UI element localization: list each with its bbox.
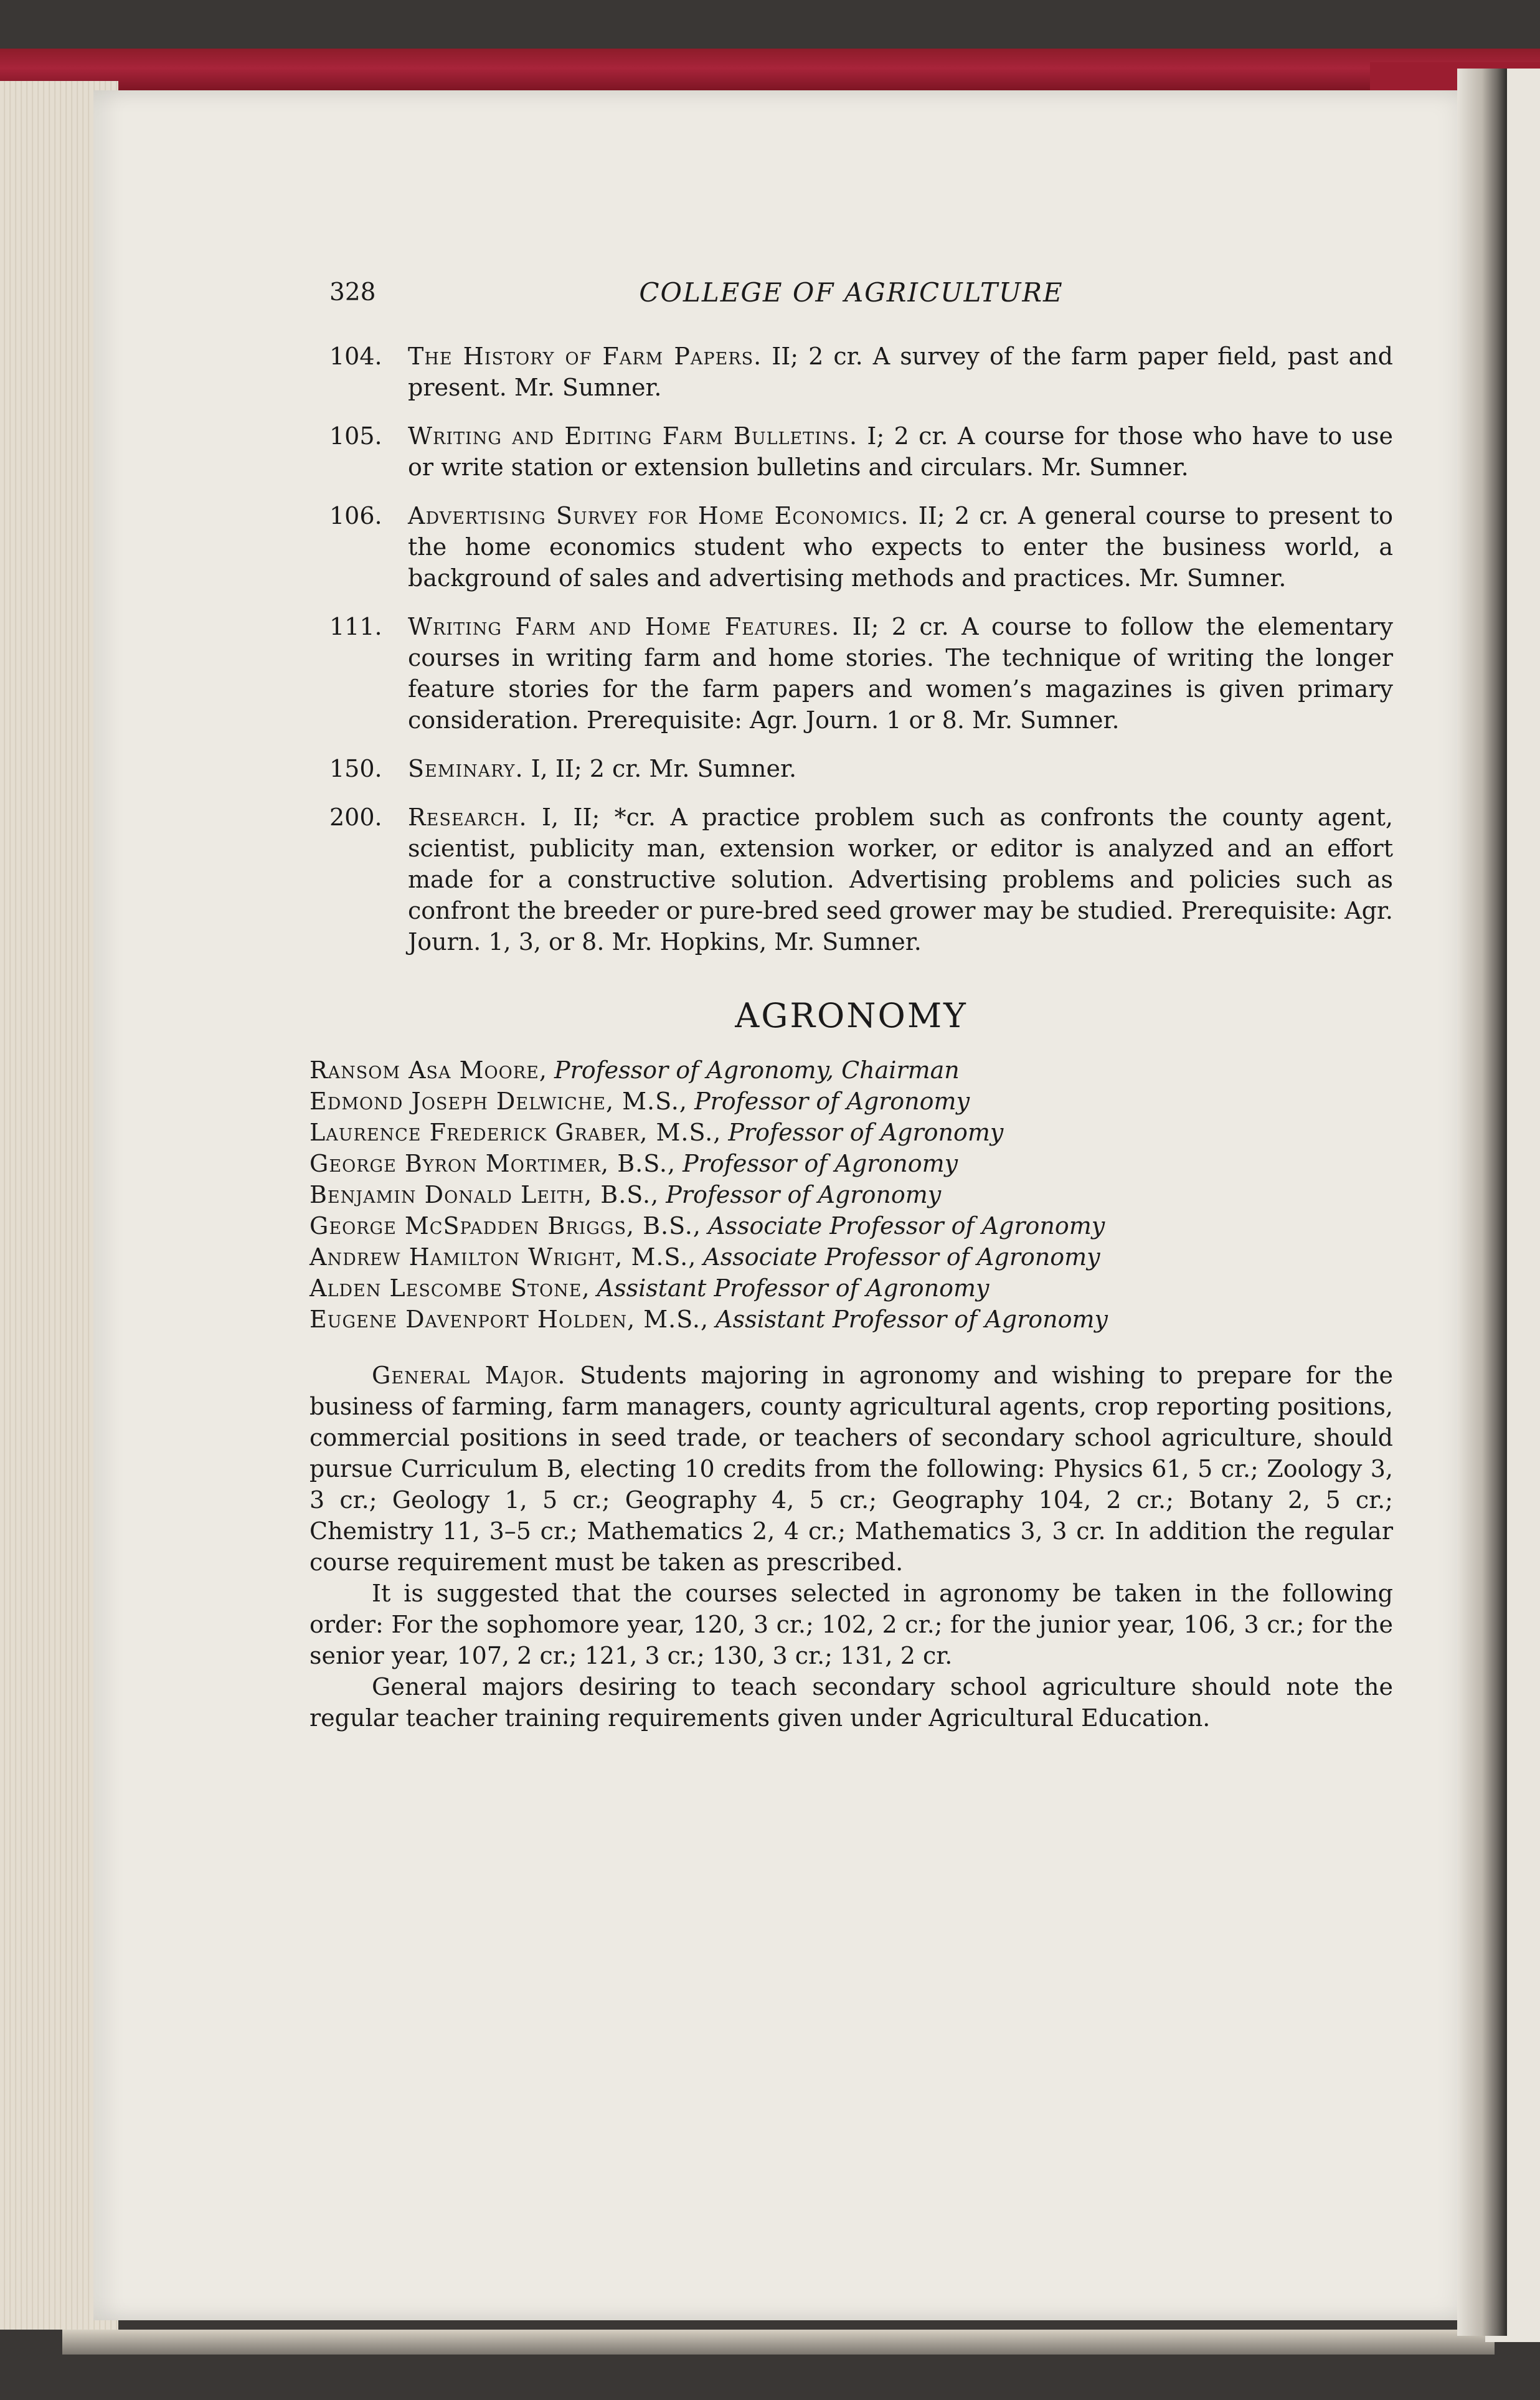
course-description: II; 2 cr. A survey of the farm paper field, past and present. Mr. Sumner. <box>408 343 1393 401</box>
faculty-title: Assistant Professor of Agronomy <box>716 1306 1108 1333</box>
general-major-paragraph <box>309 1360 1393 1578</box>
course-description: I, II; *cr. A practice problem such as confronts the county agent, scientist, publicity man, extension worker, or editor is analyzed and an effort made for a constructive solution. Advertising problems and policies such as confront the breeder or pure-bred seed grower may be studied. Prerequisite: Agr. Journ. 1, 3, or 8. Mr. Hopkins, Mr. Sumner. <box>408 804 1393 956</box>
course-description: I, II; 2 cr. Mr. Sumner. <box>523 755 797 782</box>
faculty-name: Laurence Frederick Graber, M.S. <box>309 1119 714 1146</box>
faculty-member: Benjamin Donald Leith, B.S., Professor of Agronomy <box>309 1181 942 1208</box>
faculty-member: Andrew Hamilton Wright, M.S., Associate Professor of Agronomy <box>309 1243 1100 1271</box>
faculty-name: Benjamin Donald Leith, B.S. <box>309 1181 651 1208</box>
faculty-title: Professor of Agronomy, Chairman <box>554 1056 960 1084</box>
book-cover-edge <box>0 49 1540 92</box>
faculty-member: Eugene Davenport Holden, M.S., Assistant Professor of Agronomy <box>309 1306 1108 1333</box>
course-entry-104 <box>309 341 1393 403</box>
teacher-training-paragraph: General majors desiring to teach secondary school agriculture should note the regular teacher training requirements given under Agricultural Education. <box>309 1673 1393 1732</box>
course-number: 150. <box>329 755 382 782</box>
course-number: 106. <box>329 502 382 529</box>
faculty-title: Associate Professor of Agronomy <box>708 1212 1105 1240</box>
faculty-member: Laurence Frederick Graber, M.S., Professor of Agronomy <box>309 1119 1004 1146</box>
course-title: The History of Farm Papers. <box>408 343 762 370</box>
faculty-name: Ransom Asa Moore <box>309 1056 539 1084</box>
course-entry-200 <box>309 802 1393 957</box>
faculty-name: Edmond Joseph Delwiche, M.S. <box>309 1088 679 1115</box>
course-title: Writing and Editing Farm Bulletins. <box>408 422 858 450</box>
course-description: II; 2 cr. A course to follow the elementary courses in writing farm and home stories. The technique of writing the longer feature stories for the farm papers and women’s magazines is given primary consideration. Prerequisite: Agr. Journ. 1 or 8. Mr. Sumner. <box>408 613 1394 734</box>
course-number: 111. <box>329 613 382 640</box>
page-number: 328 <box>329 278 376 306</box>
course-title: Writing Farm and Home Features. <box>408 613 840 640</box>
faculty-title: Professor of Agronomy <box>728 1119 1004 1146</box>
faculty-list <box>309 1055 1393 1335</box>
faculty-name: Eugene Davenport Holden, M.S. <box>309 1306 701 1333</box>
book-gutter <box>1457 69 1507 2336</box>
course-title: Advertising Survey for Home Economics. <box>408 502 909 529</box>
faculty-member: George Byron Mortimer, B.S., Professor of Agronomy <box>309 1150 958 1177</box>
section-title: AGRONOMY <box>735 996 968 1035</box>
faculty-title: Professor of Agronomy <box>683 1150 958 1177</box>
faculty-name: Alden Lescombe Stone <box>309 1274 582 1302</box>
faculty-name: George Byron Mortimer, B.S. <box>309 1150 668 1177</box>
running-head <box>309 277 1393 315</box>
general-major-lead: General Major. <box>372 1362 566 1389</box>
faculty-member: Ransom Asa Moore, Professor of Agronomy, Chairman <box>309 1056 960 1084</box>
faculty-name: George McSpadden Briggs, B.S. <box>309 1212 693 1240</box>
faculty-title: Professor of Agronomy <box>666 1181 942 1208</box>
faculty-member: Alden Lescombe Stone, Assistant Professor of Agronomy <box>309 1274 990 1302</box>
course-description: I; 2 cr. A course for those who have to use or write station or extension bulletins and circulars. Mr. Sumner. <box>408 422 1393 481</box>
course-number: 105. <box>329 422 382 450</box>
course-entry-106 <box>309 500 1393 594</box>
faculty-title: Assistant Professor of Agronomy <box>597 1274 990 1302</box>
course-number: 104. <box>329 343 382 370</box>
running-title: COLLEGE OF AGRICULTURE <box>639 277 1064 308</box>
page-bottom-edge <box>62 2330 1495 2355</box>
course-title: Research. <box>408 804 527 831</box>
course-entry-150 <box>309 753 1393 784</box>
general-major-text: Students majoring in agronomy and wishing to prepare for the business of farming, farm managers, county agricultural agents, crop reporting positions, commercial positions in seed trade, or teachers of secondary school agriculture, should pursue Curriculum B, electing 10 credits from the following: Physics 61, 5 cr.; Zoology 3, 3 cr.; Geology 1, 5 cr.; Geography 4, 5 cr.; Geography 104, 2 cr.; Botany 2, 5 cr.; Chemistry 11, 3–5 cr.; Mathematics 2, 4 cr.; Mathematics 3, 3 cr. In addition the regular course requirement must be taken as prescribed. <box>309 1362 1394 1576</box>
faculty-title: Professor of Agronomy <box>694 1088 970 1115</box>
course-number: 200. <box>329 804 382 831</box>
course-entry-111 <box>309 611 1393 736</box>
course-title: Seminary. <box>408 755 524 782</box>
faculty-title: Associate Professor of Agronomy <box>703 1243 1100 1271</box>
course-description: II; 2 cr. A general course to present to the home economics student who expects to enter the business world, a background of sales and advertising methods and practices. Mr. Sumner. <box>408 502 1393 592</box>
faculty-member: Edmond Joseph Delwiche, M.S., Professor of Agronomy <box>309 1088 970 1115</box>
course-entry-105 <box>309 420 1393 483</box>
course-order-paragraph: It is suggested that the courses selected in agronomy be taken in the following order: For the sophomore year, 120, 3 cr.; 102, 2 cr.; for the junior year, 106, 3 cr.; for the senior year, 107, 2 cr.; 121, 3 cr.; 130, 3 cr.; 131, 2 cr. <box>309 1580 1393 1669</box>
faculty-name: Andrew Hamilton Wright, M.S. <box>309 1243 689 1271</box>
page-content <box>309 277 1393 1734</box>
faculty-member: George McSpadden Briggs, B.S., Associate Professor of Agronomy <box>309 1212 1105 1240</box>
